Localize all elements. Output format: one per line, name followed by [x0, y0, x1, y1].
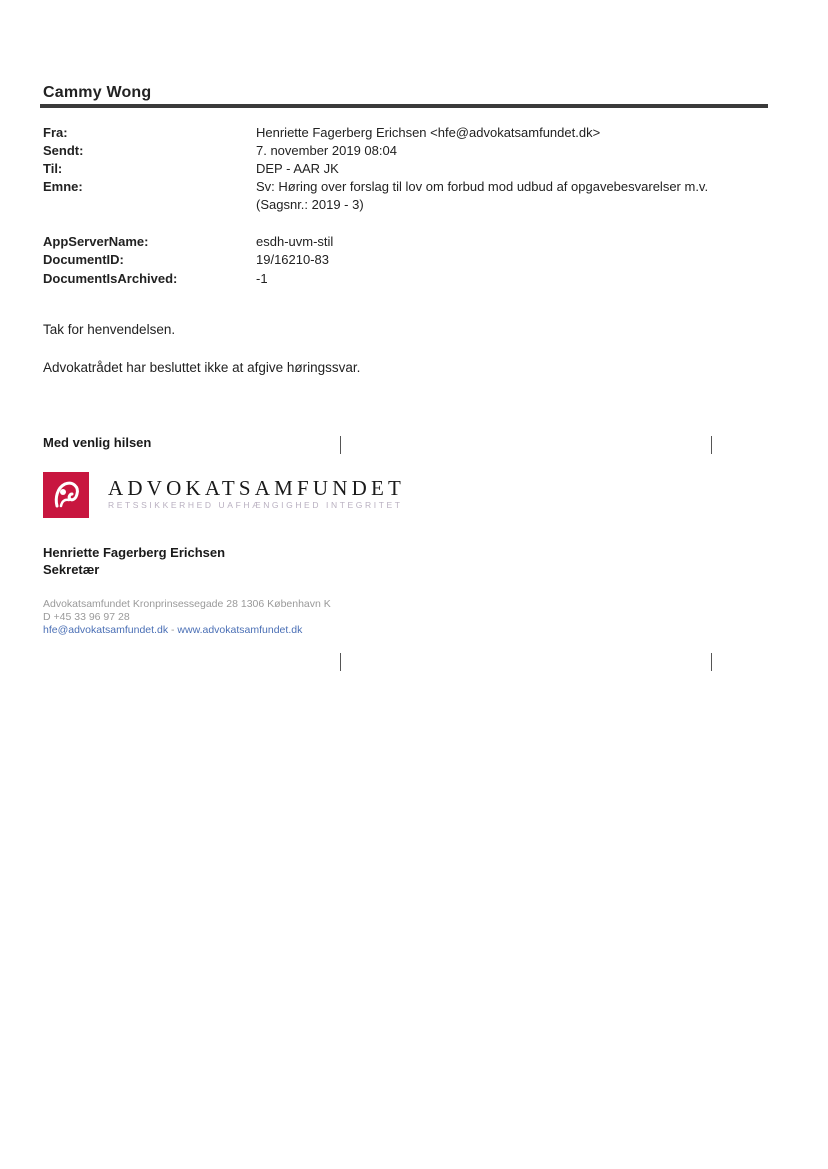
archived-label: DocumentIsArchived: — [43, 271, 178, 286]
scan-mark — [711, 653, 712, 671]
header-rule — [40, 104, 768, 108]
advokatsamfundet-logo-icon — [43, 472, 89, 518]
email-link[interactable]: hfe@advokatsamfundet.dk — [43, 624, 169, 636]
scan-mark — [340, 436, 341, 454]
website-link[interactable]: www.advokatsamfundet.dk — [177, 624, 303, 636]
signature-greeting: Med venlig hilsen — [43, 435, 152, 450]
scan-mark — [711, 436, 712, 454]
to-value: DEP - AAR JK — [256, 161, 339, 176]
from-value: Henriette Fagerberg Erichsen <hfe@advokatsamfundet.dk> — [256, 125, 601, 140]
body-line-thanks: Tak for henvendelsen. — [43, 322, 176, 337]
signer-title: Sekretær — [43, 562, 100, 577]
appserver-value: esdh-uvm-stil — [256, 234, 334, 249]
logo-tagline: RETSSIKKERHED UAFHÆNGIGHED INTEGRITET — [108, 500, 403, 510]
documentid-label: DocumentID: — [43, 252, 124, 267]
body-line-decision: Advokatrådet har besluttet ikke at afgive høringssvar. — [43, 360, 361, 375]
subject-value: Sv: Høring over forslag til lov om forbud mod udbud af opgavebesvarelser m.v. (Sagsnr.: 2019 - 3) — [256, 179, 709, 212]
signature-links — [43, 624, 302, 636]
scan-mark — [340, 653, 341, 671]
sent-value: 7. november 2019 08:04 — [256, 143, 397, 158]
subject-label: Emne: — [43, 179, 83, 194]
link-separator: - — [168, 624, 178, 636]
signer-name: Henriette Fagerberg Erichsen — [43, 545, 226, 560]
logo-wordmark: ADVOKATSAMFUNDET — [108, 476, 406, 500]
sent-label: Sendt: — [43, 143, 84, 158]
archived-value: -1 — [256, 271, 268, 286]
to-label: Til: — [43, 161, 63, 176]
signature-phone: D +45 33 96 97 28 — [43, 611, 130, 623]
signature-address: Advokatsamfundet Kronprinsessegade 28 1306 København K — [43, 598, 331, 610]
mailbox-owner: Cammy Wong — [43, 84, 152, 101]
documentid-value: 19/16210-83 — [256, 252, 330, 267]
from-label: Fra: — [43, 125, 68, 140]
appserver-label: AppServerName: — [43, 234, 149, 249]
